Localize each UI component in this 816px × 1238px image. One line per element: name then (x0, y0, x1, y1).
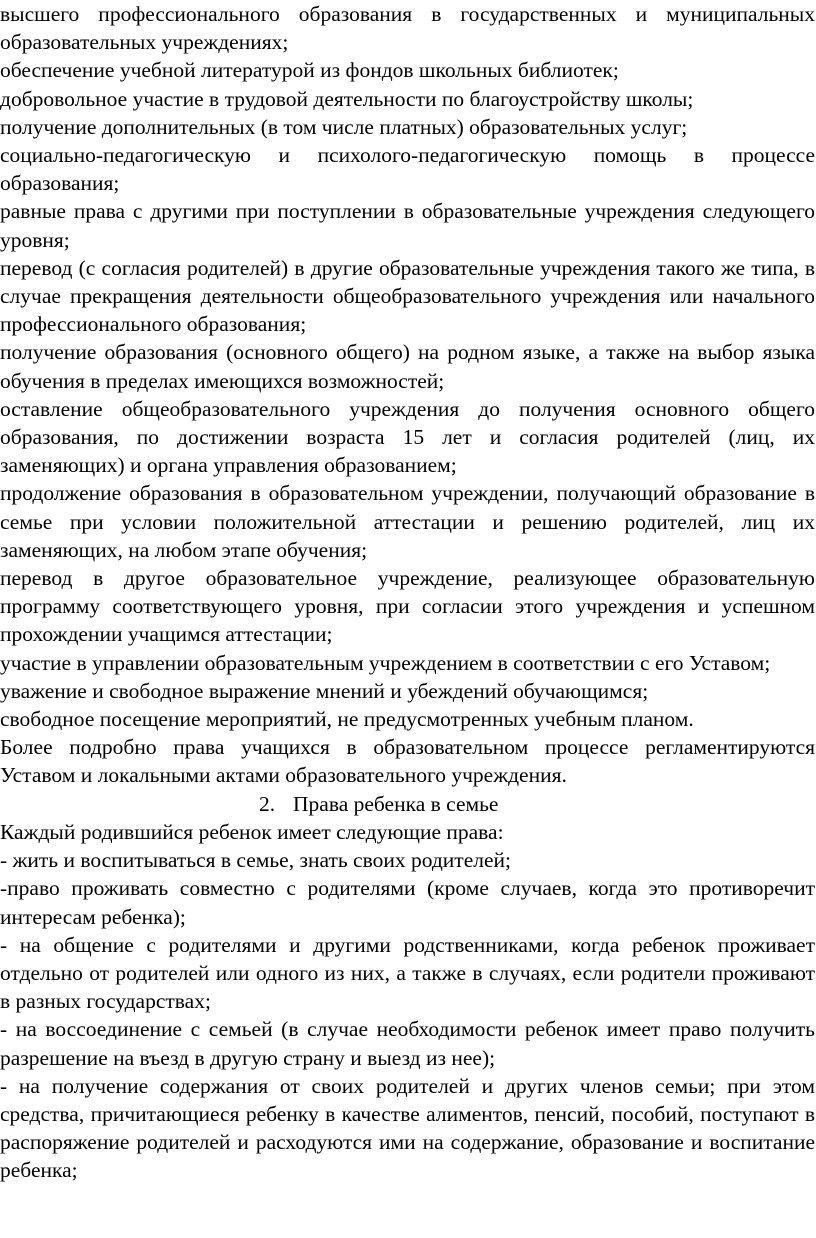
paragraph: равные права с другими при поступлении в образовательные учреждения следующего уровня; (0, 199, 815, 252)
paragraph: свободное посещение мероприятий, не предусмотренных учебным планом. (0, 707, 694, 732)
paragraph: получение дополнительных (в том числе платных) образовательных услуг; (0, 114, 688, 139)
paragraph: социально-педагогическую и психолого-педагогическую помощь в процессе образования; (0, 143, 815, 196)
section-heading (0, 790, 815, 818)
paragraph: - на воссоединение с семьей (в случае необходимости ребенок имеет право получить разрешение на въезд в другую страну и выезд из нее); (0, 1017, 815, 1070)
paragraph: оставление общеобразовательного учреждения до получения основного общего образования, по достижении возраста 15 лет и согласия родителей (лиц, их заменяющих) и органа управления образованием; (0, 396, 815, 478)
paragraph: Более подробно права учащихся в образовательном процессе регламентируются Уставом и локальными актами образовательного учреждения. (0, 735, 815, 788)
paragraph: получение образования (основного общего) на родном языке, а также на выбор языка обучения в пределах имеющихся возможностей; (0, 340, 815, 393)
paragraphs-after (0, 818, 815, 1185)
paragraph: продолжение образования в образовательном учреждении, получающий образование в семье при условии положительной аттестации и решению родителей, лиц их заменяющих, на любом этапе обучения; (0, 481, 815, 562)
paragraph: -право проживать совместно с родителями (кроме случаев, когда это противоречит интересам ребенка); (0, 876, 815, 929)
paragraph: - на получение содержания от своих родителей и других членов семьи; при этом средства, причитающиеся ребенку в качестве алиментов, пенсий, пособий, поступают в распоряжение родителей и расходуются ими на содержание, образование и воспитание ребенка; (0, 1073, 815, 1183)
section-title: Права ребенка в семье (293, 791, 499, 816)
section-number: 2. (259, 791, 276, 816)
paragraph: - жить и воспитываться в семье, знать своих родителей; (0, 848, 511, 873)
paragraph: добровольное участие в трудовой деятельности по благоустройству школы; (0, 86, 694, 111)
paragraph: Каждый родившийся ребенок имеет следующие права: (0, 819, 504, 844)
paragraph: перевод в другое образовательное учреждение, реализующее образовательную программу соответствующего уровня, при согласии этого учреждения и успешном прохождении учащимся аттестации; (0, 566, 815, 647)
paragraph: перевод (с согласия родителей) в другие образовательные учреждения такого же типа, в случае прекращения деятельности общеобразовательного учреждения или начального профессионального образования; (0, 255, 815, 337)
paragraph: - на общение с родителями и другими родственниками, когда ребенок проживает отдельно от родителей или одного из них, а также в случаях, если родители проживают в разных государствах; (0, 932, 815, 1014)
paragraph: уважение и свободное выражение мнений и убеждений обучающимся; (0, 678, 649, 703)
paragraph: обеспечение учебной литературой из фондов школьных библиотек; (0, 58, 619, 83)
paragraph: высшего профессионального образования в государственных и муниципальных образовательных учреждениях; (0, 2, 815, 55)
paragraph: участие в управлении образовательным учреждением в соответствии с его Уставом; (0, 650, 771, 675)
